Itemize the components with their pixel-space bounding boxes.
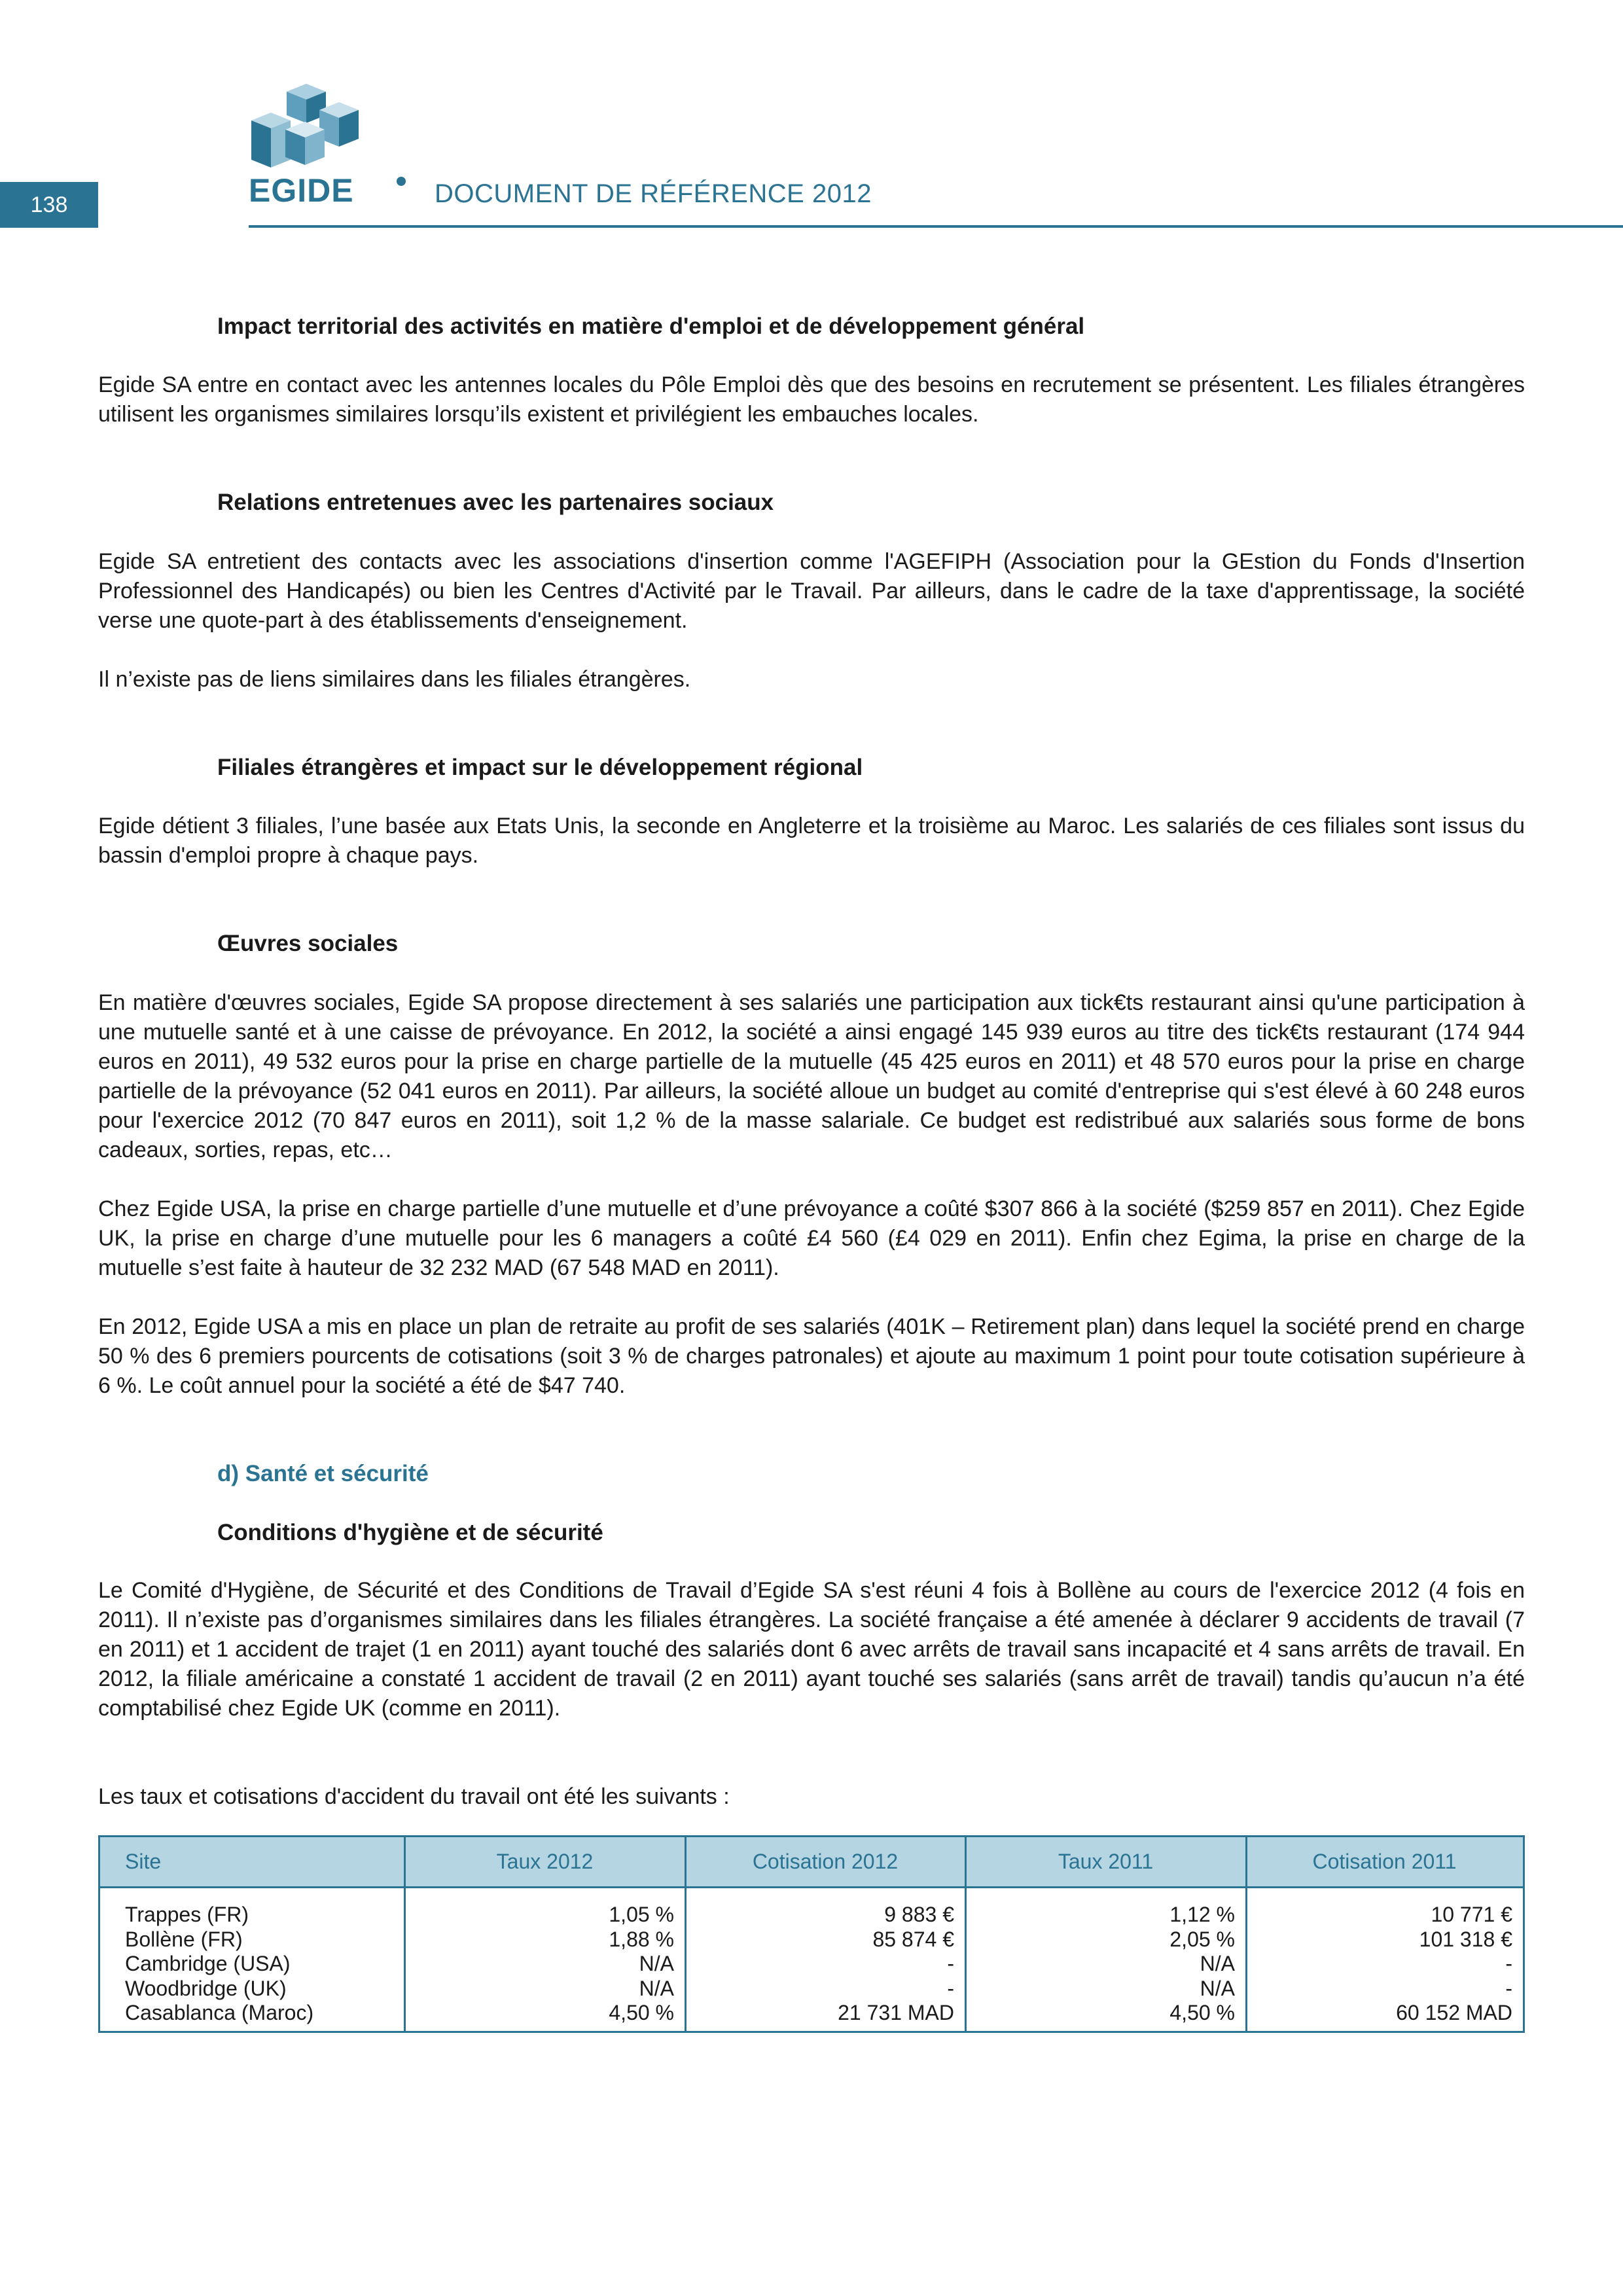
cell-cotisation-2011: 10 771 € — [1431, 1903, 1512, 1926]
accident-rates-table — [98, 1835, 1525, 2033]
cell-taux-2011: 4,50 % — [1169, 2001, 1235, 2024]
paragraph-taux-intro: Les taux et cotisations d'accident du travail ont été les suivants : — [98, 1784, 730, 1809]
cell-cotisation-2012: - — [947, 1952, 954, 1975]
cell-taux-2012: 4,50 % — [609, 2001, 674, 2024]
heading-filiales: Filiales étrangères et impact sur le développement régional — [217, 755, 863, 780]
cell-taux-2012: N/A — [639, 1976, 674, 2000]
heading-oeuvres-sociales: Œuvres sociales — [217, 931, 399, 956]
heading-sante-securite: d) Santé et sécurité — [217, 1461, 429, 1486]
document-title: DOCUMENT DE RÉFÉRENCE 2012 — [435, 179, 872, 208]
cell-taux-2012: 1,05 % — [609, 1903, 674, 1926]
cell-cotisation-2012: 85 874 € — [872, 1927, 954, 1951]
paragraph-relations-1: Egide SA entretient des contacts avec les associations d'insertion comme l'AGEFIPH (Association pour la GEstion du Fonds d'Insertion Professionnel des Handicapés) ou bien les Centres d'Activité par le Travail. Par ailleurs, dans le cadre de la taxe d'apprentissage, la société verse une quote-part à des établissements d'enseignement. — [98, 549, 1525, 633]
column-header-cotisation-2011: Cotisation 2011 — [1312, 1850, 1457, 1873]
column-site — [100, 1903, 404, 2026]
paragraph-relations-2: Il n’existe pas de liens similaires dans les filiales étrangères. — [98, 667, 691, 692]
cell-taux-2012: 1,88 % — [609, 1927, 674, 1951]
cell-cotisation-2012: - — [947, 1976, 954, 2000]
cell-cotisation-2012: 21 731 MAD — [838, 2001, 954, 2024]
paragraph-oeuvres-3: En 2012, Egide USA a mis en place un plan de retraite au profit de ses salariés (401K – Retirement plan) dans lequel la société prend en charge 50 % des 6 premiers pourcents de cotisations (soit 3 % de charges patronales) et ajoute au maximum 1 point pour toute cotisation supérieure à 6 %. Le coût annuel pour la société a été de $47 740. — [98, 1314, 1525, 1398]
paragraph-oeuvres-2: Chez Egide USA, la prise en charge partielle d’une mutuelle et d’une prévoyance a coûté $307 866 à la société ($259 857 en 2011). Chez Egide UK, la prise en charge d’une mutuelle pour les 6 managers a coûté £4 560 (£4 029 en 2011). Enfin chez Egima, la prise en charge de la mutuelle s’est faite à hauteur de 32 232 MAD (67 548 MAD en 2011). — [98, 1196, 1525, 1280]
column-header-site: Site — [125, 1850, 162, 1873]
cell-taux-2011: N/A — [1200, 1976, 1235, 2000]
logo-wordmark: EGIDE — [249, 172, 354, 208]
table-header-row — [100, 1837, 1523, 1888]
paragraph-impact: Egide SA entre en contact avec les antennes locales du Pôle Emploi dès que des besoins en recrutement se présentent. Les filiales étrangères utilisent les organismes similaires lorsqu’ils existent et privilégient les embauches locales. — [98, 372, 1525, 427]
cell-site: Cambridge (USA) — [125, 1952, 291, 1975]
column-header-cotisation-2012: Cotisation 2012 — [752, 1850, 899, 1873]
cell-cotisation-2011: 60 152 MAD — [1396, 2001, 1512, 2024]
column-header-taux-2011: Taux 2011 — [1058, 1850, 1154, 1873]
title-bullet — [397, 177, 406, 186]
cell-cotisation-2012: 9 883 € — [884, 1903, 954, 1926]
column-cotisation-2012 — [687, 1903, 965, 2026]
cell-taux-2012: N/A — [639, 1952, 674, 1975]
heading-hygiene-securite: Conditions d'hygiène et de sécurité — [217, 1520, 603, 1545]
cell-cotisation-2011: - — [1505, 1952, 1512, 1975]
cell-taux-2011: 1,12 % — [1169, 1903, 1235, 1926]
column-header-taux-2012: Taux 2012 — [496, 1850, 594, 1873]
page-number: 138 — [0, 182, 98, 228]
cell-taux-2011: N/A — [1200, 1952, 1235, 1975]
paragraph-hygiene: Le Comité d'Hygiène, de Sécurité et des Conditions de Travail d’Egide SA s'est réuni 4 fois à Bollène au cours de l'exercice 2012 (4 fois en 2011). Il n’existe pas d’organismes similaires dans les filiales étrangères. La société française a été amenée à déclarer 9 accidents de travail (7 en 2011) et 1 accident de trajet (1 en 2011) ayant touché des salariés dont 6 avec arrêts de travail sans incapacité et 4 sans arrêts de travail. En 2012, la filiale américaine a constaté 1 accident de travail (2 en 2011) ayant touché ses salariés (sans arrêt de travail) tandis qu’aucun n’a été comptabilisé chez Egide UK (comme en 2011). — [98, 1578, 1525, 1721]
column-taux-2012 — [406, 1903, 685, 2026]
heading-relations: Relations entretenues avec les partenaires sociaux — [217, 490, 774, 515]
cell-site: Bollène (FR) — [125, 1927, 243, 1951]
cell-site: Woodbridge (UK) — [125, 1976, 287, 2000]
column-taux-2011 — [967, 1903, 1245, 2026]
paragraph-filiales: Egide détient 3 filiales, l’une basée aux Etats Unis, la seconde en Angleterre et la troisième au Maroc. Les salariés de ces filiales sont issus du bassin d'emploi propre à chaque pays. — [98, 814, 1525, 868]
cell-taux-2011: 2,05 % — [1169, 1927, 1235, 1951]
cell-cotisation-2011: 101 318 € — [1419, 1927, 1512, 1951]
cell-site: Casablanca (Maroc) — [125, 2001, 314, 2024]
cell-cotisation-2011: - — [1505, 1976, 1512, 2000]
header-rule — [249, 225, 1623, 228]
egide-logo — [249, 84, 366, 208]
cell-site: Trappes (FR) — [125, 1903, 249, 1926]
paragraph-oeuvres-1: En matière d'œuvres sociales, Egide SA propose directement à ses salariés une participation aux tick€ts restaurant ainsi qu'une participation à une mutuelle santé et à une caisse de prévoyance. En 2012, la société a ainsi engagé 145 939 euros au titre des tick€ts restaurant (174 944 euros en 2011), 49 532 euros pour la prise en charge partielle de la mutuelle (45 425 euros en 2011) et 48 570 euros pour la prise en charge partielle de la prévoyance (52 041 euros en 2011). Par ailleurs, la société alloue un budget au comité d'entreprise qui s'est élevé à 60 248 euros pour l'exercice 2012 (70 847 euros en 2011), soit 1,2 % de la masse salariale. Ce budget est redistribué aux salariés sous forme de bons cadeaux, sorties, repas, etc… — [98, 990, 1525, 1162]
column-cotisation-2011 — [1247, 1903, 1523, 2026]
heading-impact-territorial: Impact territorial des activités en matière d'emploi et de développement général — [217, 314, 1085, 339]
